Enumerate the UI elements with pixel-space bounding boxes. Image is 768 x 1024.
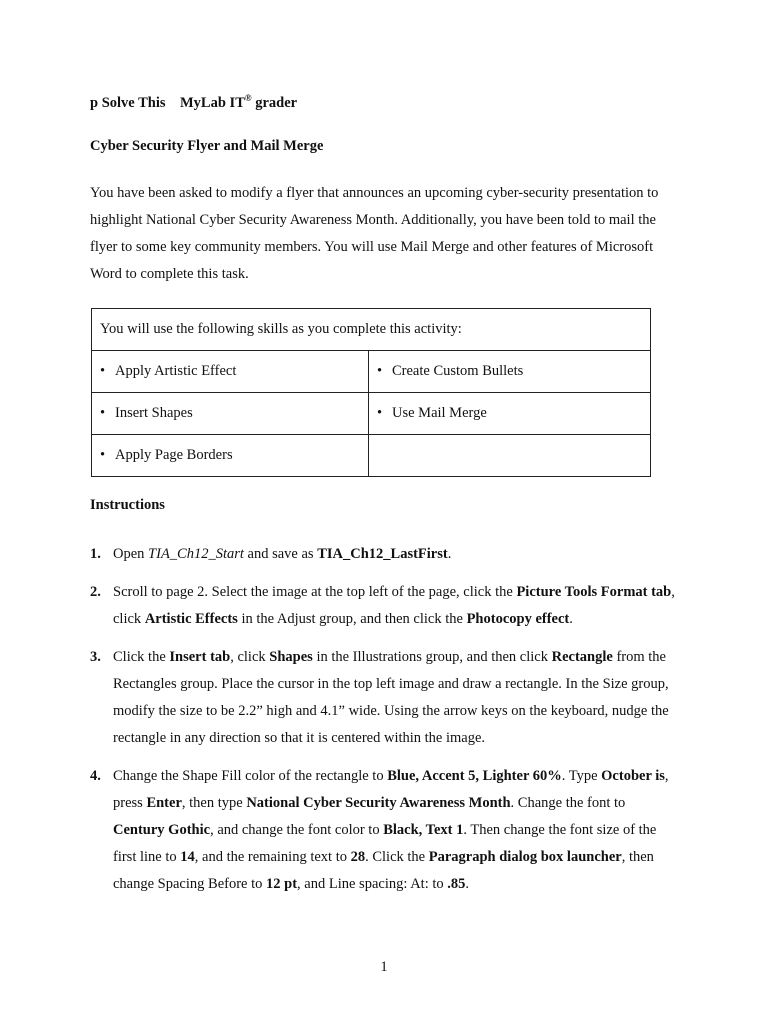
step-text: , and Line spacing: At: to <box>297 876 448 892</box>
skill-cell <box>92 435 369 477</box>
step-bold-text: Photocopy effect <box>466 611 570 627</box>
step-number: 3. <box>90 649 101 665</box>
step-text: , click <box>113 584 675 627</box>
step-text: . Type <box>561 768 602 784</box>
step-text: , click <box>230 649 270 665</box>
step-text: in the Illustrations group, and then click <box>312 649 552 665</box>
bullet: • <box>100 363 106 379</box>
step-text: . Click the <box>365 849 429 865</box>
step-text: from the Rectangles group. Place the cursor in the top left image and draw a rectangle. In the Size group, modify the size to be 2.2” high and 4.1” wide. Using the arrow keys on the keyboard, nudge the rectangle in any direction so that it is centered within the image. <box>113 649 669 746</box>
skill-cell-empty <box>369 435 651 477</box>
bullet: • <box>100 405 106 421</box>
step-bold-text: .85 <box>447 876 466 892</box>
registered-mark: ® <box>244 93 252 103</box>
step-text: in the Adjust group, and then click the <box>237 611 467 627</box>
instruction-steps <box>90 541 680 898</box>
bullet: • <box>377 363 383 379</box>
skill-label: Apply Page Borders <box>115 447 233 463</box>
step-bold-text: Paragraph dialog box launcher <box>428 849 622 865</box>
step-text: and save as <box>243 546 318 562</box>
step-bold-text: Century Gothic <box>113 822 211 838</box>
step-bold-text: Insert tab <box>169 649 231 665</box>
step-bold-text: National Cyber Security Awareness Month <box>246 795 511 811</box>
skill-label: Apply Artistic Effect <box>115 363 237 379</box>
skill-label: Create Custom Bullets <box>392 363 524 379</box>
step-text: . <box>465 876 470 892</box>
step-bold-text: Artistic Effects <box>144 611 238 627</box>
step-bold-text: October is <box>601 768 665 784</box>
step-text: Scroll to page 2. Select the image at the top left of the page, click the <box>113 584 517 600</box>
step-text: , press <box>113 768 669 811</box>
header-prefix: p Solve This <box>90 95 166 111</box>
skill-cell <box>92 351 369 393</box>
skills-table-header: You will use the following skills as you complete this activity: <box>92 309 651 351</box>
skill-label: Use Mail Merge <box>392 405 487 421</box>
step-text: , and the remaining text to <box>194 849 351 865</box>
document-header <box>90 93 297 112</box>
step-bold-text: Black, Text 1 <box>383 822 464 838</box>
instruction-step <box>90 541 680 568</box>
bullet: • <box>377 405 383 421</box>
instruction-step <box>90 579 680 633</box>
step-bold-text: Blue, Accent 5, Lighter 60% <box>387 768 562 784</box>
skills-table-header-row <box>92 309 651 351</box>
step-text: . <box>447 546 452 562</box>
step-text: , then change Spacing Before to <box>113 849 654 892</box>
instructions-heading: Instructions <box>90 497 165 513</box>
skills-table-row <box>92 435 651 477</box>
skill-cell <box>369 351 651 393</box>
header-suffix: grader <box>255 95 298 111</box>
step-text: , then type <box>181 795 247 811</box>
intro-paragraph: You have been asked to modify a flyer that announces an upcoming cyber-security presentation to highlight National Cyber Security Awareness Month. Additionally, you have been told to mail the flyer to some key community members. You will use Mail Merge and other features of Microsoft Word to complete this task. <box>90 185 659 282</box>
bullet: • <box>100 447 106 463</box>
instruction-step <box>90 763 680 898</box>
step-bold-text: 14 <box>180 849 195 865</box>
step-bold-text: 12 pt <box>266 876 298 892</box>
page-number: 1 <box>380 959 388 975</box>
step-bold-text: Enter <box>146 795 182 811</box>
step-italic-text: TIA_Ch12_Start <box>148 546 244 562</box>
document-title: Cyber Security Flyer and Mail Merge <box>90 138 324 154</box>
skill-cell <box>92 393 369 435</box>
header-product: MyLab IT <box>180 95 245 111</box>
step-number: 2. <box>90 584 101 600</box>
instruction-step <box>90 644 680 752</box>
skill-cell <box>369 393 651 435</box>
step-number: 1. <box>90 546 101 562</box>
step-text: Change the Shape Fill color of the rectangle to <box>113 768 388 784</box>
step-text: , and change the font color to <box>210 822 384 838</box>
step-bold-text: 28 <box>350 849 366 865</box>
skills-table <box>91 308 651 477</box>
step-text: . <box>569 611 573 627</box>
step-text: Click the <box>113 649 170 665</box>
step-number: 4. <box>90 768 101 784</box>
step-bold-text: Shapes <box>269 649 313 665</box>
step-text: . Change the font to <box>510 795 626 811</box>
skills-table-row <box>92 351 651 393</box>
step-bold-text: Picture Tools Format tab <box>516 584 672 600</box>
skill-label: Insert Shapes <box>115 405 193 421</box>
step-text: Open <box>113 546 149 562</box>
skills-table-row <box>92 393 651 435</box>
step-text: . Then change the font size of the first line to <box>113 822 657 865</box>
step-bold-text: TIA_Ch12_LastFirst <box>317 546 448 562</box>
step-bold-text: Rectangle <box>551 649 613 665</box>
